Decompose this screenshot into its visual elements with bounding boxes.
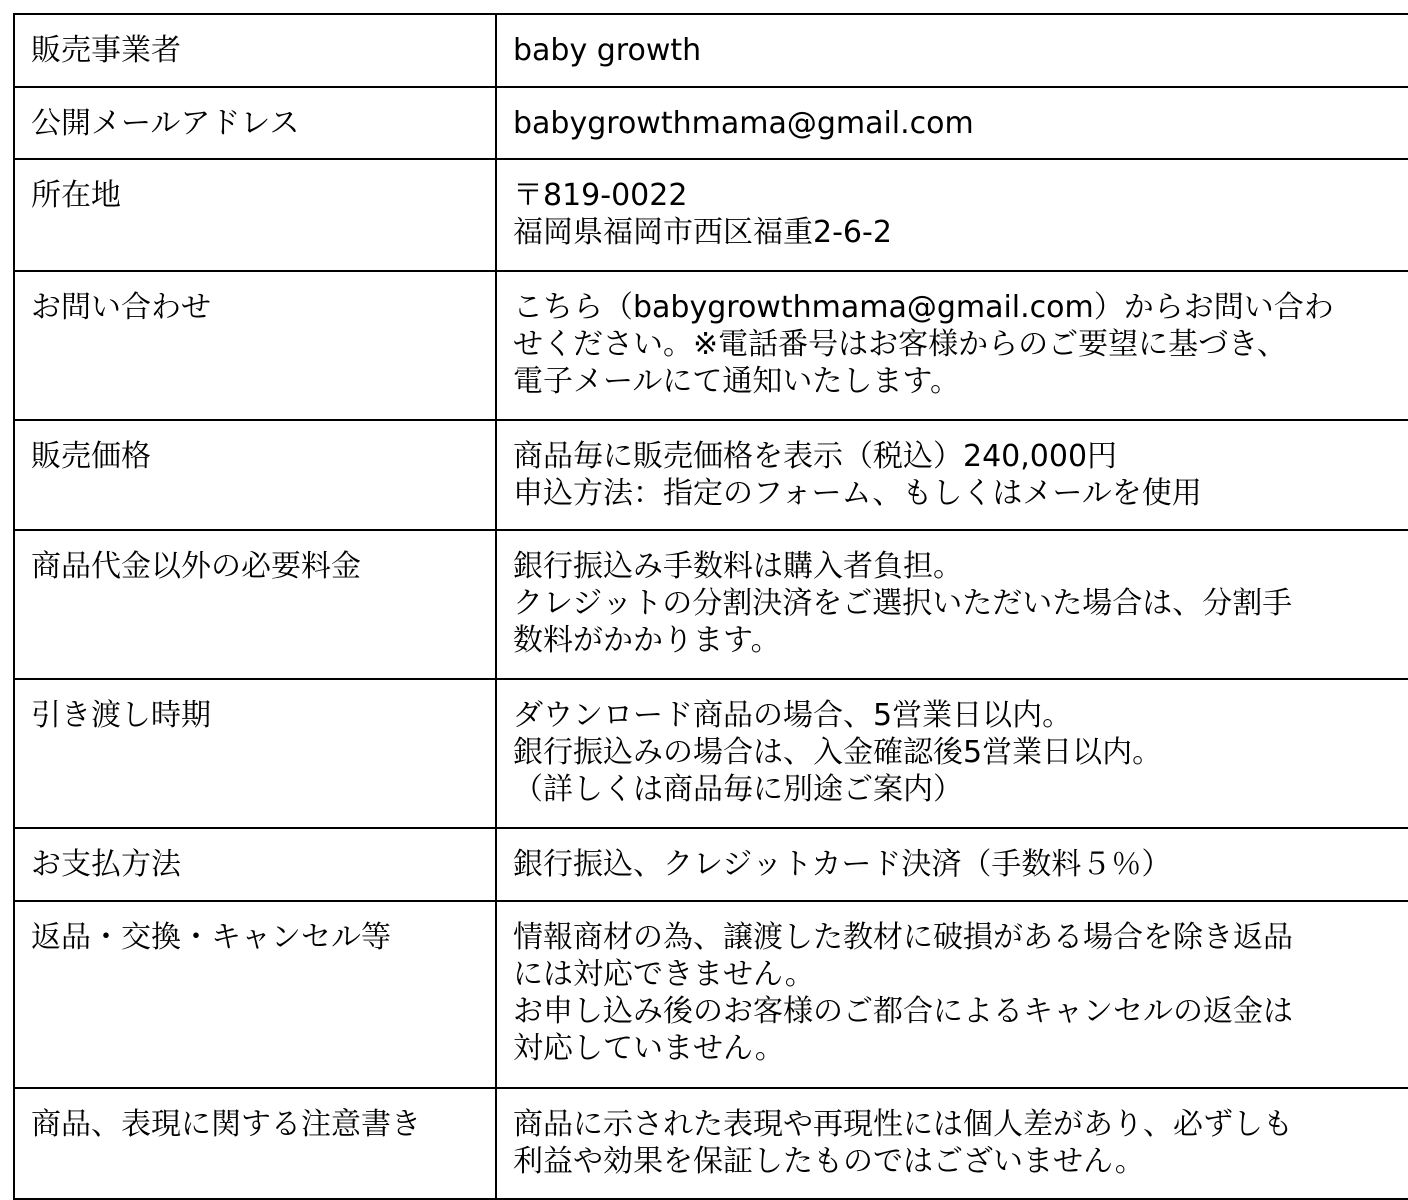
- row-value: [496, 14, 1408, 87]
- row-label: お支払方法: [14, 828, 496, 901]
- row-value: [496, 159, 1408, 271]
- table-row-returns: [14, 901, 1408, 1088]
- row-label: 引き渡し時期: [14, 679, 496, 828]
- table-row-delivery: [14, 679, 1408, 828]
- row-label: 商品、表現に関する注意書き: [14, 1088, 496, 1199]
- commerce-disclosure-table: [13, 13, 1408, 1200]
- row-value: [496, 271, 1408, 420]
- row-value: [496, 530, 1408, 679]
- value-line: 申込方法：指定のフォーム、もしくはメールを使用: [513, 476, 1202, 511]
- row-value: [496, 420, 1408, 530]
- value-line: 電子メールにて通知いたします。: [513, 364, 960, 399]
- table-row-price: [14, 420, 1408, 530]
- value-line: お申し込み後のお客様のご都合によるキャンセルの返金は: [513, 994, 1293, 1029]
- value-line: こちら（babygrowthmama@gmail.com）からお問い合わ: [513, 290, 1334, 325]
- row-label: 販売価格: [14, 420, 496, 530]
- street-address: 福岡県福岡市西区福重2-6-2: [513, 215, 892, 250]
- value-line: 情報商材の為、譲渡した教材に破損がある場合を除き返品: [513, 920, 1293, 955]
- postal-code: 〒819-0022: [513, 178, 688, 213]
- row-value: [496, 679, 1408, 828]
- value-line: ダウンロード商品の場合、5営業日以内。: [513, 698, 1073, 733]
- value-line: 数料がかかります。: [513, 623, 781, 658]
- row-label: 公開メールアドレス: [14, 87, 496, 159]
- table-row-contact: [14, 271, 1408, 420]
- row-value: [496, 901, 1408, 1088]
- table-row-seller: [14, 14, 1408, 87]
- value-line: 対応していません。: [513, 1031, 785, 1066]
- value-line: には対応できません。: [513, 957, 815, 992]
- table-row-address: [14, 159, 1408, 271]
- value-line: baby growth: [513, 33, 702, 68]
- value-line: 商品毎に販売価格を表示（税込）240,000円: [513, 439, 1118, 474]
- value-line: 銀行振込、クレジットカード決済（手数料５％）: [513, 847, 1172, 882]
- value-line: 利益や効果を保証したものではございません。: [513, 1144, 1145, 1179]
- row-label: お問い合わせ: [14, 271, 496, 420]
- row-label: 販売事業者: [14, 14, 496, 87]
- row-value: [496, 828, 1408, 901]
- value-line: 銀行振込み手数料は購入者負担。: [513, 549, 963, 584]
- table-row-additional-fees: [14, 530, 1408, 679]
- row-value: [496, 87, 1408, 159]
- value-line: （詳しくは商品毎に別途ご案内）: [513, 772, 963, 807]
- value-line: 銀行振込みの場合は、入金確認後5営業日以内。: [513, 735, 1163, 770]
- row-label: 所在地: [14, 159, 496, 271]
- row-label: 商品代金以外の必要料金: [14, 530, 496, 679]
- table-row-disclaimer: [14, 1088, 1408, 1199]
- row-value: [496, 1088, 1408, 1199]
- value-line: クレジットの分割決済をご選択いただいた場合は、分割手: [513, 586, 1293, 621]
- row-label: 返品・交換・キャンセル等: [14, 901, 496, 1088]
- email-value: babygrowthmama@gmail.com: [513, 106, 974, 141]
- table-row-payment: [14, 828, 1408, 901]
- table-row-email: [14, 87, 1408, 159]
- value-line: 商品に示された表現や再現性には個人差があり、必ずしも: [513, 1107, 1293, 1142]
- value-line: せください。※電話番号はお客様からのご要望に基づき、: [513, 327, 1287, 362]
